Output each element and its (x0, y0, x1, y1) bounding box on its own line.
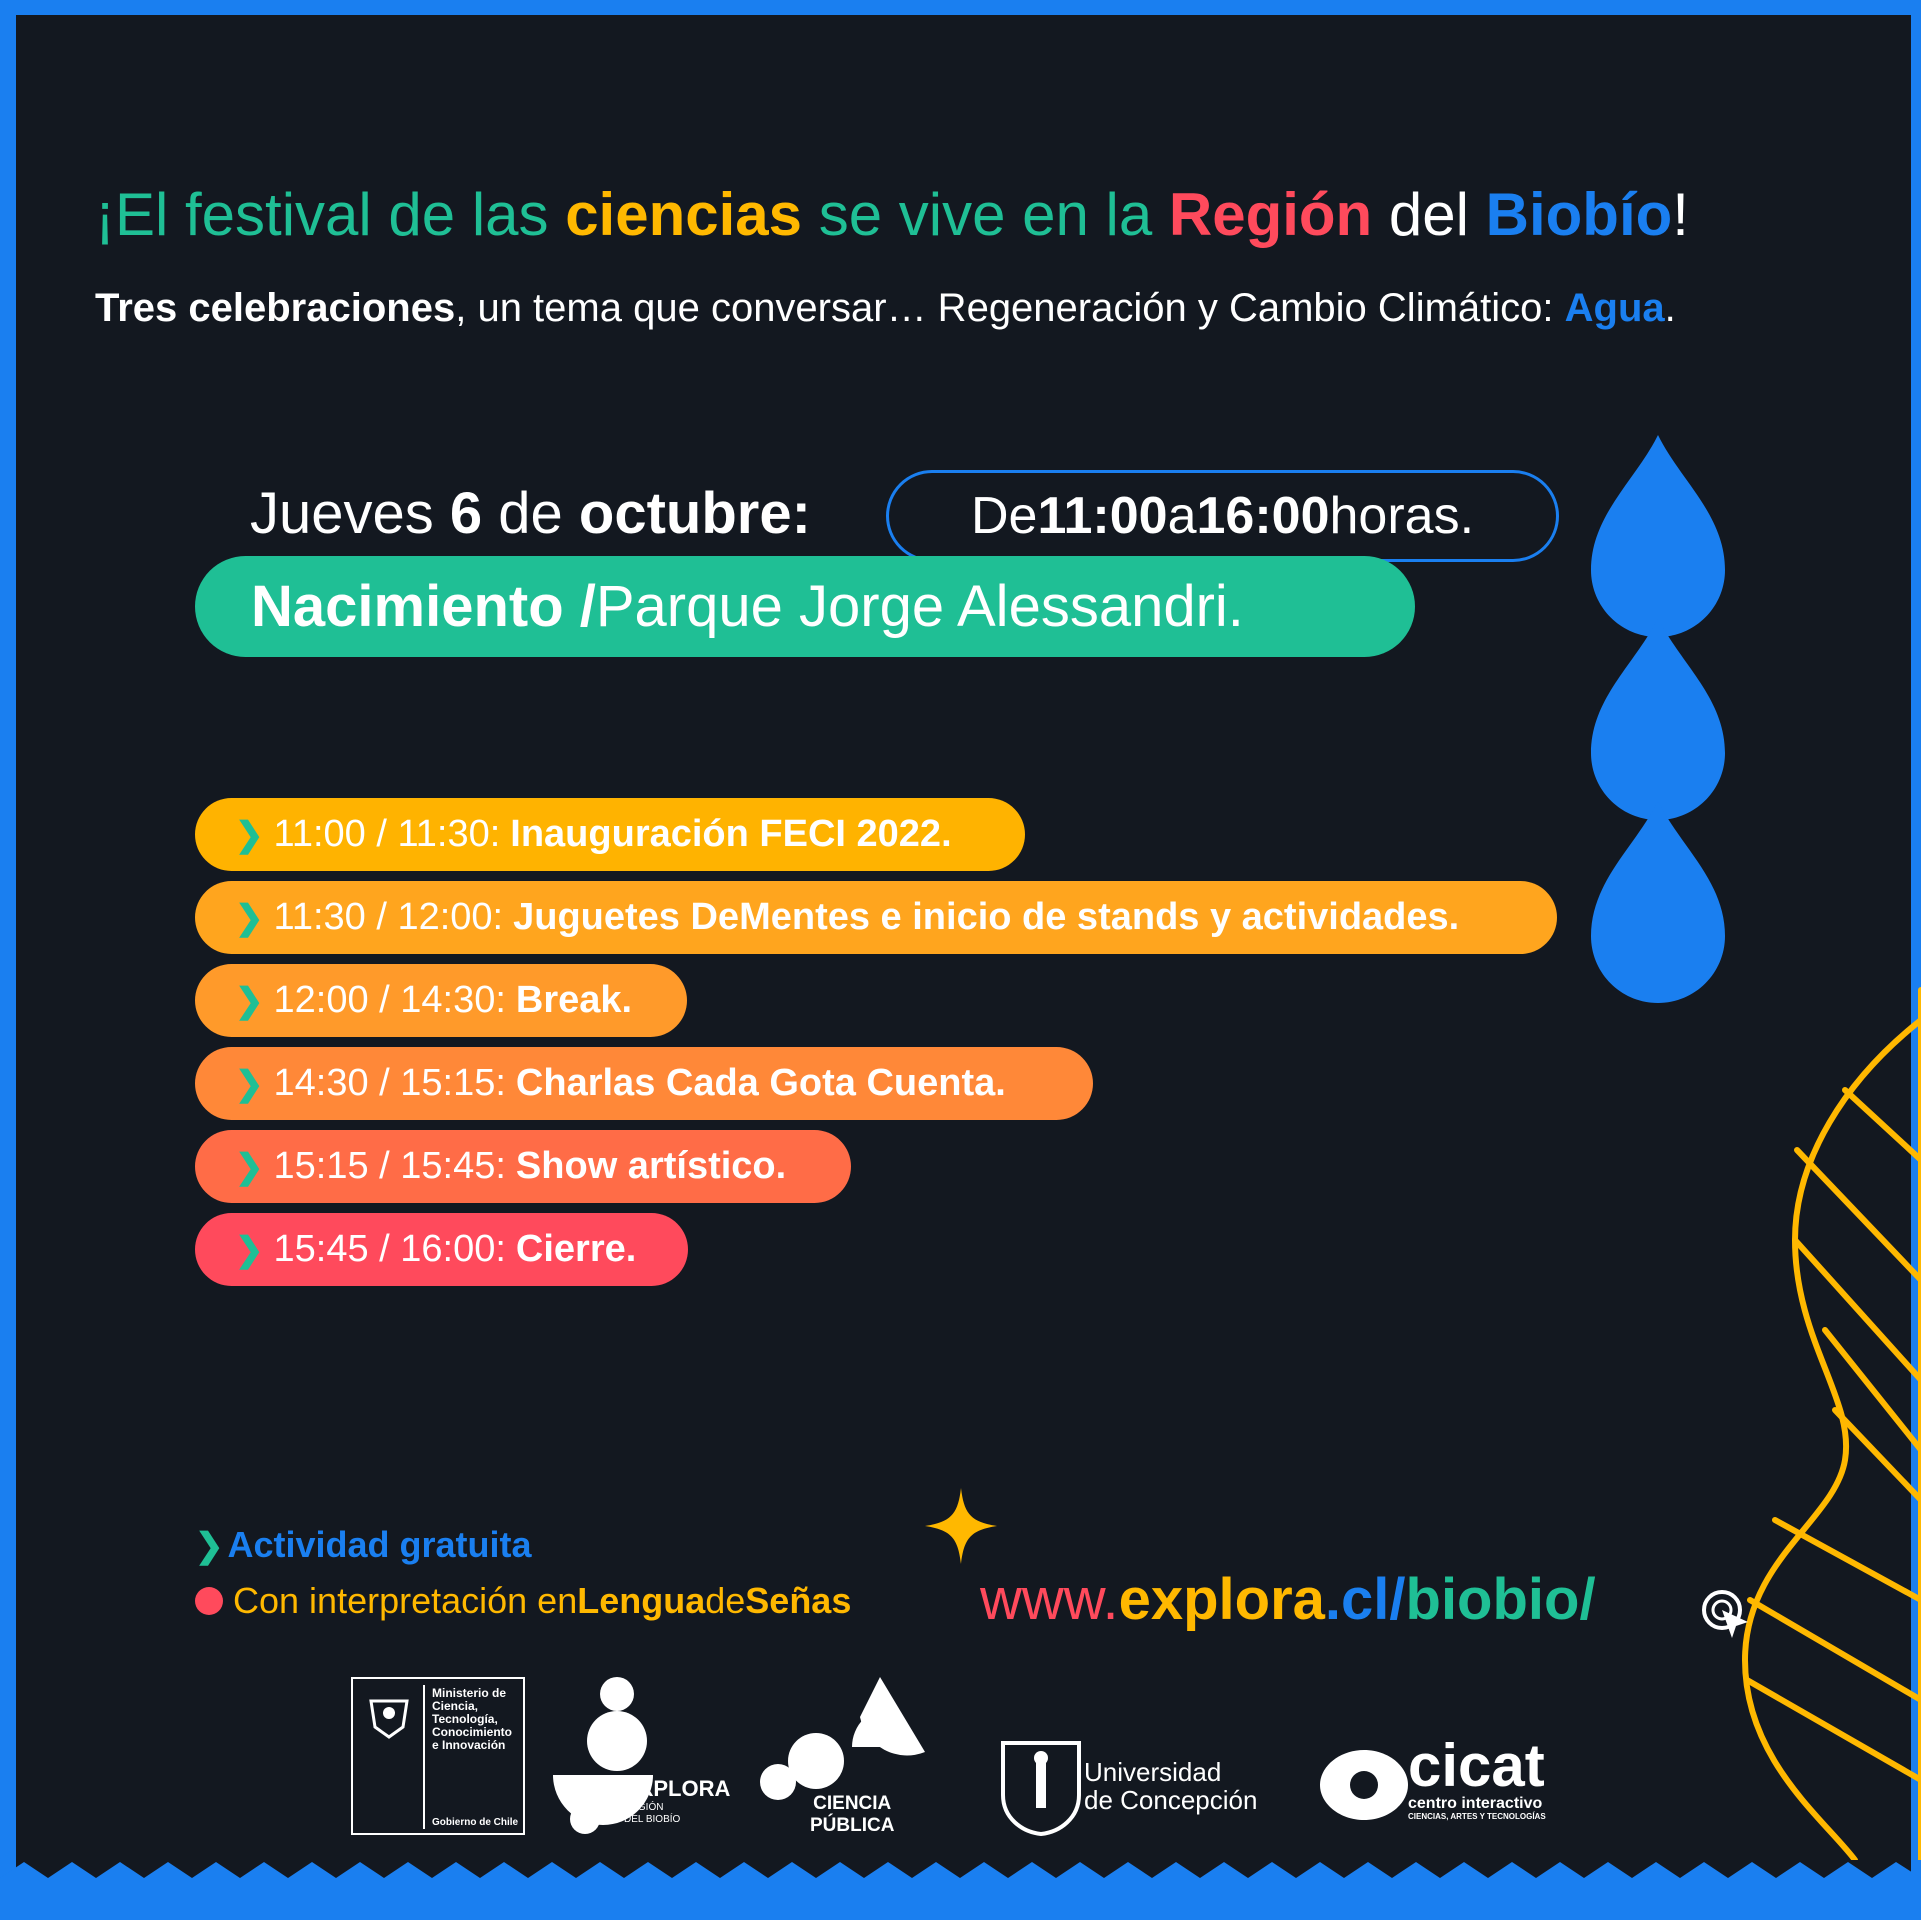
sparkle-icon (925, 1488, 997, 1564)
headline: ¡El festival de las ciencias se vive en la Región del Biobío! (95, 181, 1689, 248)
schedule-item: ❯ 12:00 / 14:30: Break. (195, 964, 687, 1037)
schedule-item: ❯ 11:30 / 12:00: Juguetes DeMentes e inicio de stands y actividades. (195, 881, 1557, 954)
cicat-hand-icon (1318, 1748, 1410, 1822)
leaf-decoration (1735, 980, 1921, 1860)
explora-logo-text: EXPLORA REGIÓN DEL BIOBÍO (624, 1776, 731, 1825)
coat-of-arms-icon (361, 1687, 417, 1743)
chevron-right-icon: ❯ (235, 981, 264, 1020)
ministry-logo: Ministerio de Ciencia, Tecnología, Conocimiento e Innovación Gobierno de Chile (351, 1677, 525, 1835)
water-drops-decoration (1585, 435, 1731, 1005)
chevron-right-icon: ❯ (235, 898, 264, 937)
udec-shield-icon (1000, 1740, 1082, 1836)
water-drop-icon (1591, 618, 1725, 820)
sign-language-note: Con interpretación en Lengua de Señas (195, 1580, 851, 1622)
chevron-right-icon: ❯ (235, 1230, 264, 1269)
water-drop-icon (1591, 801, 1725, 1003)
cicat-logo-text: cicat centro interactivo CIENCIAS, ARTES Y TECNOLOGÍAS (1408, 1732, 1546, 1821)
ciencia-publica-logo-shape (760, 1677, 925, 1802)
schedule-item: ❯ 15:45 / 16:00: Cierre. (195, 1213, 688, 1286)
ciencia-publica-logo-text: CIENCIA PÚBLICA (810, 1793, 895, 1836)
chevron-right-icon: ❯ (235, 815, 264, 854)
schedule-item: ❯ 11:00 / 11:30: Inauguración FECI 2022. (195, 798, 1025, 871)
event-hours: De 11:00 a 16:00 horas. (886, 470, 1559, 562)
event-date: Jueves 6 de octubre: (250, 481, 811, 546)
chevron-right-icon: ❯ (235, 1064, 264, 1103)
event-venue: Nacimiento / Parque Jorge Alessandri. (195, 556, 1415, 657)
bottom-wave-decoration (0, 1862, 1921, 1920)
red-dot-icon (195, 1587, 223, 1615)
frame-top (0, 0, 1921, 15)
frame-left (0, 0, 16, 1920)
chevron-right-icon: ❯ (195, 1527, 224, 1565)
chevron-right-icon: ❯ (235, 1147, 264, 1186)
schedule-item: ❯ 14:30 / 15:15: Charlas Cada Gota Cuenta. (195, 1047, 1093, 1120)
subheadline: Tres celebraciones, un tema que conversar… Regeneración y Cambio Climático: Agua. (95, 286, 1676, 330)
free-activity-note: ❯ Actividad gratuita (195, 1524, 532, 1565)
udec-logo-text: Universidad de Concepción (1084, 1757, 1258, 1815)
schedule-item: ❯ 15:15 / 15:45: Show artístico. (195, 1130, 851, 1203)
cursor-click-icon (1700, 1588, 1752, 1640)
water-drop-icon (1591, 435, 1725, 637)
website-link[interactable]: www.explora.cl/biobio/ (980, 1567, 1596, 1632)
